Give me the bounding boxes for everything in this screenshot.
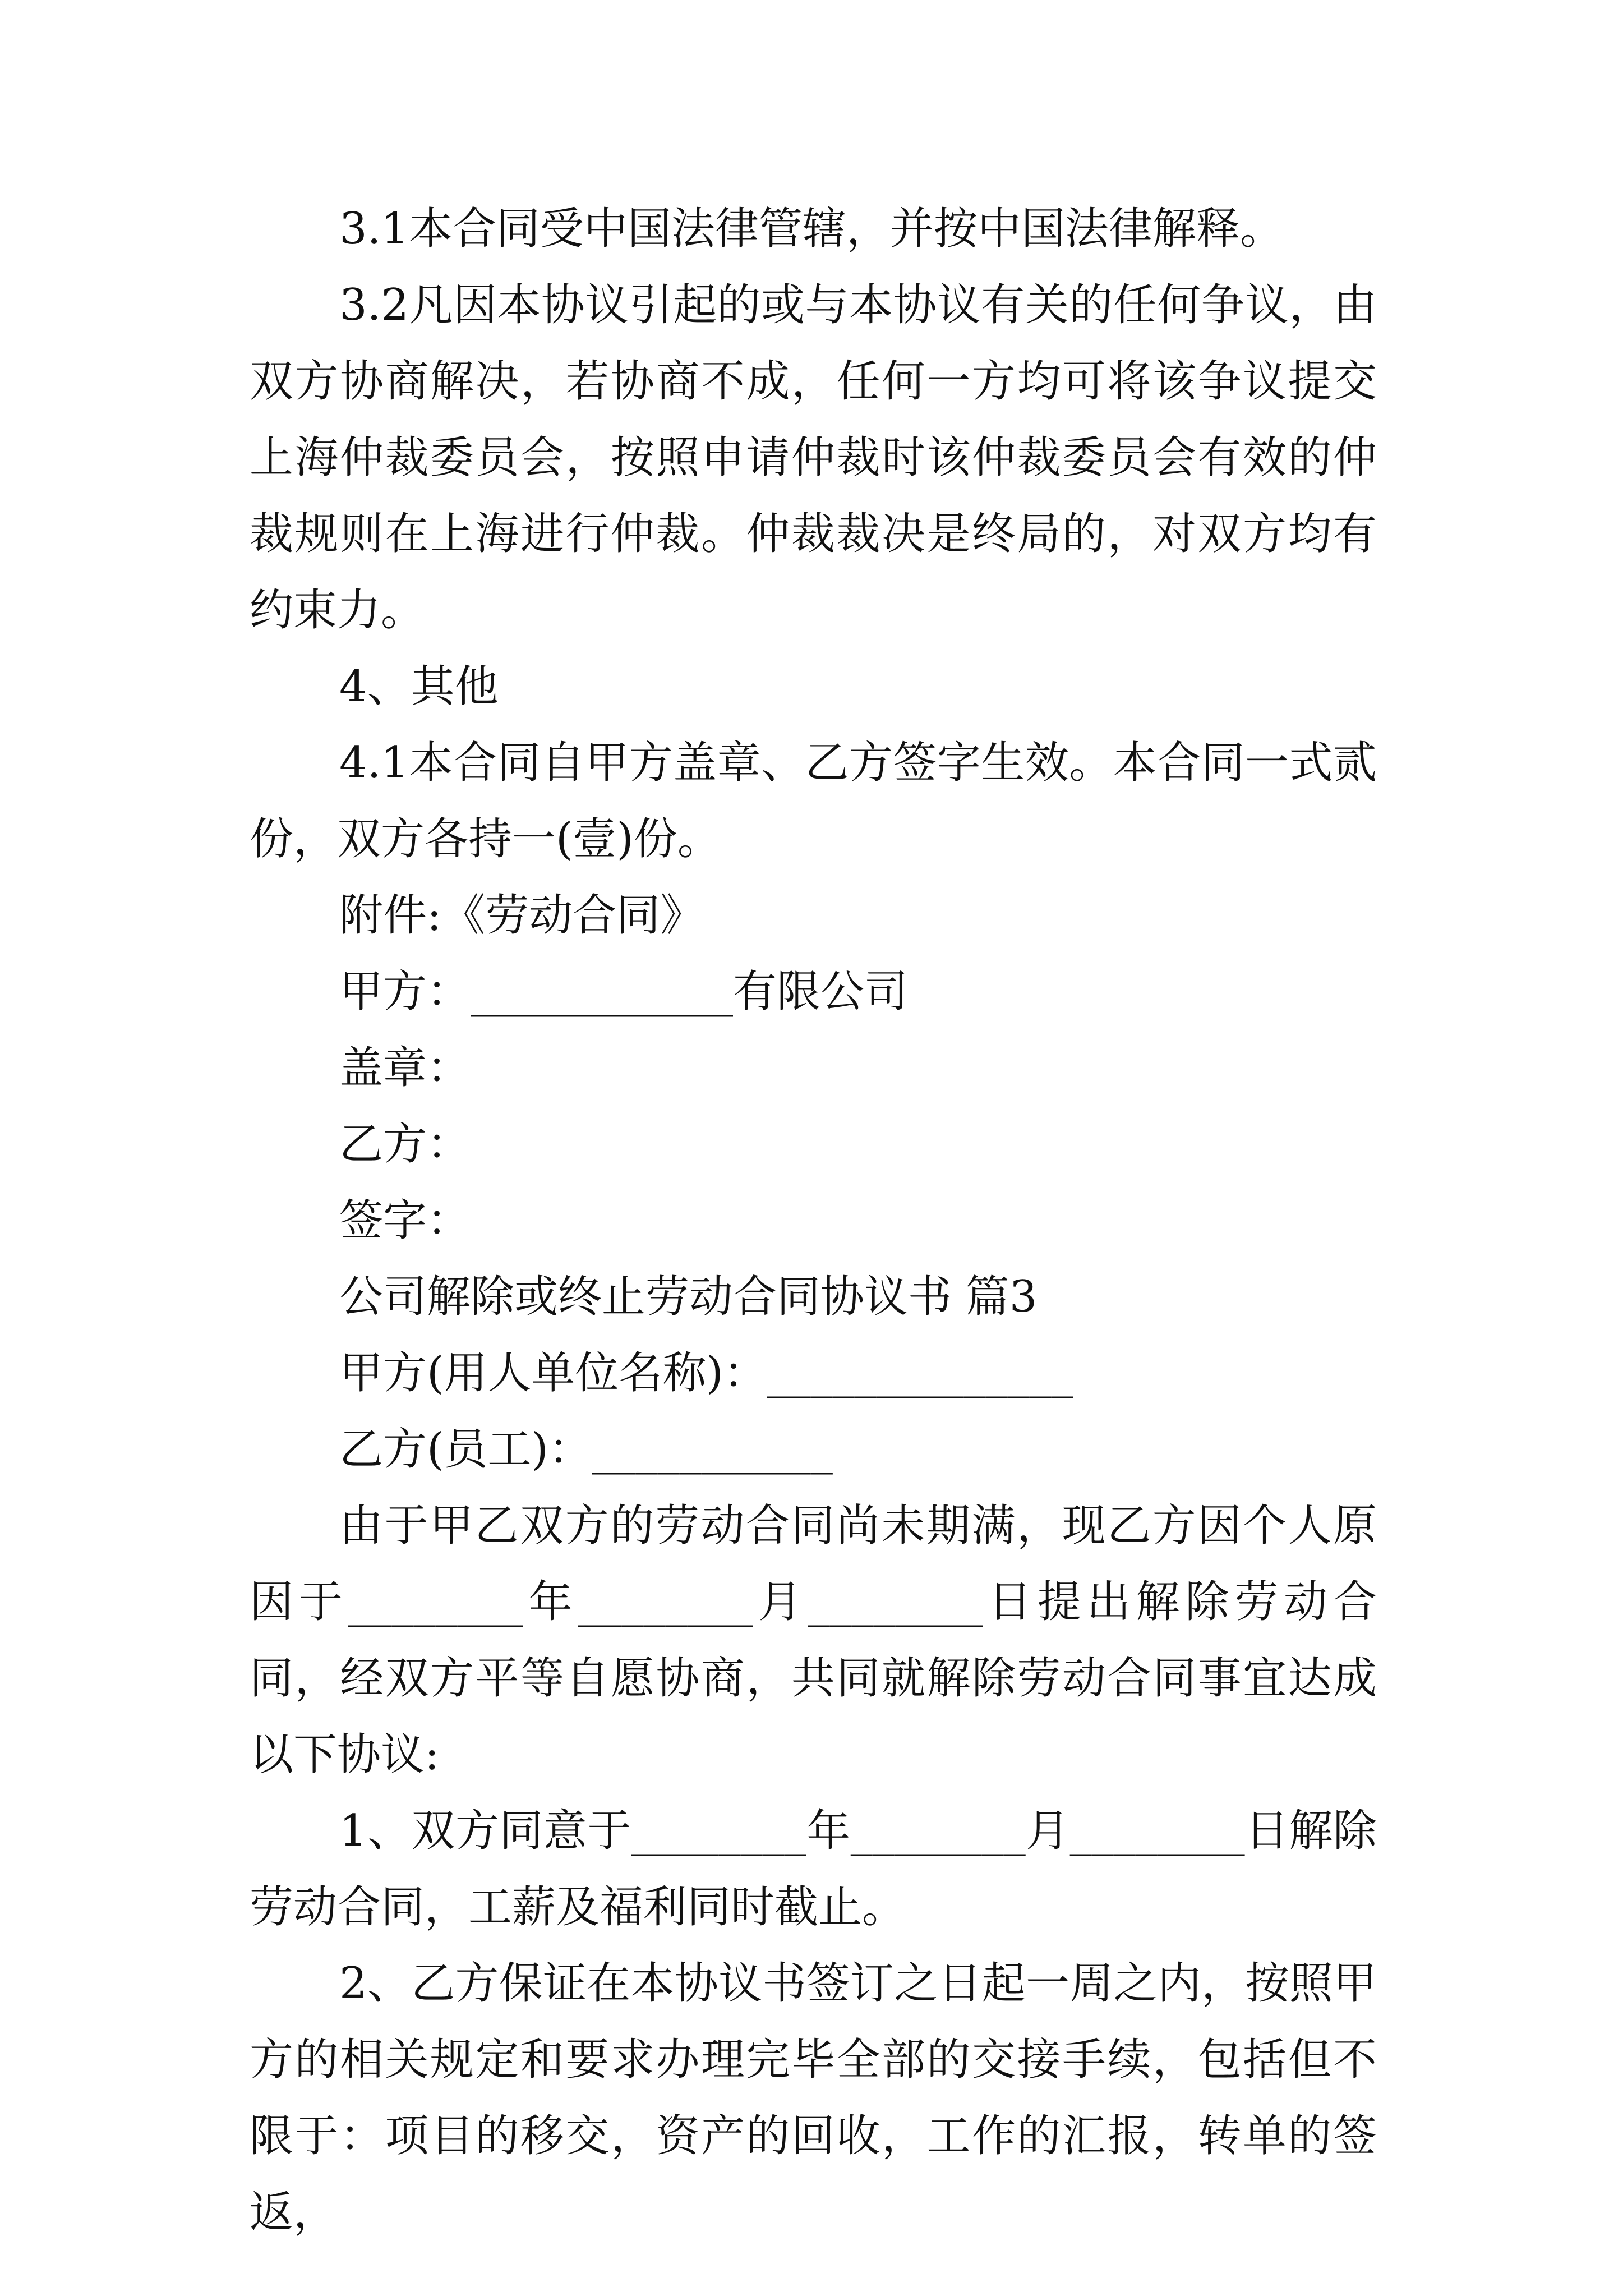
agreement-item-1: 1、双方同意于________年________月________日解除劳动合同，工薪及福利同时截止。 <box>250 1806 1377 1932</box>
employee-line: 乙方(员工)：___________ <box>339 1424 833 1475</box>
clause-3-2: 3.2凡因本协议引起的或与本协议有关的任何争议，由双方协商解决，若协商不成，任何一方均可将该争议提交上海仲裁委员会，按照申请仲裁时该仲裁委员会有效的仲裁规则在上海进行仲裁。仲裁裁决是终局的，对双方均有约束力。 <box>250 280 1377 636</box>
seal-line: 盖章： <box>339 1043 471 1093</box>
intro-paragraph: 由于甲乙双方的劳动合同尚未期满，现乙方因个人原因于________年________月________日提出解除劳动合同，经双方平等自愿协商，共同就解除劳动合同事宜达成以下协议: <box>250 1501 1377 1780</box>
section-title: 公司解除或终止劳动合同协议书 篇3 <box>339 1272 1038 1322</box>
document-body <box>250 191 1377 2251</box>
agreement-item-2: 2、乙方保证在本协议书签订之日起一周之内，按照甲方的相关规定和要求办理完毕全部的交接手续，包括但不限于：项目的移交，资产的回收，工作的汇报，转单的签返， <box>250 1958 1377 2238</box>
employer-line: 甲方(用人单位名称)：______________ <box>339 1348 1073 1398</box>
party-b-line: 乙方： <box>339 1119 471 1170</box>
attachment-line: 附件:《劳动合同》 <box>339 890 704 941</box>
clause-3-1: 3.1本合同受中国法律管辖，并按中国法律解释。 <box>339 204 1284 254</box>
clause-4-1: 4.1本合同自甲方盖章、乙方签字生效。本合同一式贰份，双方各持一(壹)份。 <box>250 738 1377 864</box>
signature-line: 签字： <box>339 1195 471 1246</box>
party-a-line: 甲方：____________有限公司 <box>339 967 909 1017</box>
section-4-heading: 4、其他 <box>339 661 499 712</box>
